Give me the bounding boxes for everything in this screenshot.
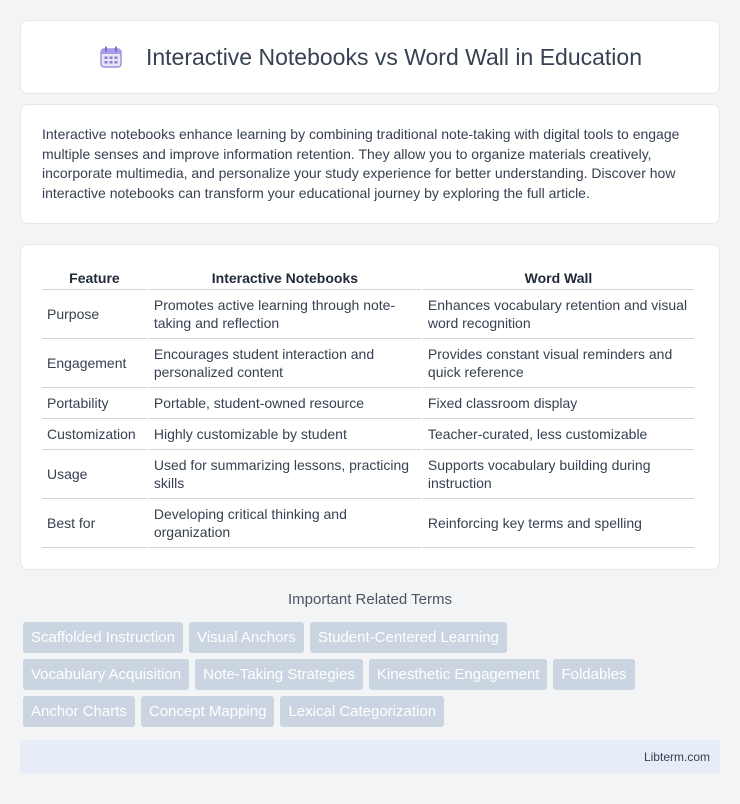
table-row xyxy=(42,450,694,499)
tag-lexical-categorization[interactable]: Lexical Categorization xyxy=(280,696,444,727)
table-row xyxy=(42,388,694,419)
table-cell: Purpose xyxy=(42,290,147,339)
comparison-table xyxy=(40,266,696,548)
related-terms-title: Important Related Terms xyxy=(288,591,452,608)
table-cell: Encourages student interaction and personalized content xyxy=(149,339,421,388)
column-header: Feature xyxy=(42,266,147,290)
table-cell: Reinforcing key terms and spelling xyxy=(423,499,694,548)
table-cell: Fixed classroom display xyxy=(423,388,694,419)
intro-text: Interactive notebooks enhance learning by combining traditional note-taking with digital tools to engage multiple senses and improve information retention. They allow you to organize materials creatively, incorporate multimedia, and personalize your study experience for better understanding. Discover how interactive notebooks can transform your educational journey by exploring the full article. xyxy=(42,126,680,201)
tag-vocabulary-acquisition[interactable]: Vocabulary Acquisition xyxy=(23,659,189,690)
table-cell: Portability xyxy=(42,388,147,419)
tag-row xyxy=(23,622,723,653)
table-row xyxy=(42,290,694,339)
table-cell: Portable, student-owned resource xyxy=(149,388,421,419)
page-title: Interactive Notebooks vs Word Wall in Education xyxy=(145,43,642,70)
tag-foldables[interactable]: Foldables xyxy=(553,659,634,690)
table-cell: Teacher-curated, less customizable xyxy=(423,419,694,450)
table-cell: Developing critical thinking and organization xyxy=(149,499,421,548)
header-card xyxy=(20,20,720,94)
footer xyxy=(20,740,720,774)
column-header: Interactive Notebooks xyxy=(149,266,421,290)
table-cell: Used for summarizing lessons, practicing skills xyxy=(149,450,421,499)
tag-concept-mapping[interactable]: Concept Mapping xyxy=(141,696,275,727)
table-row xyxy=(42,499,694,548)
table-cell: Usage xyxy=(42,450,147,499)
tag-kinesthetic-engagement[interactable]: Kinesthetic Engagement xyxy=(369,659,548,690)
table-cell: Provides constant visual reminders and quick reference xyxy=(423,339,694,388)
table-row xyxy=(42,339,694,388)
tag-visual-anchors[interactable]: Visual Anchors xyxy=(189,622,304,653)
intro-card xyxy=(20,104,720,224)
table-cell: Customization xyxy=(42,419,147,450)
calendar-icon xyxy=(98,44,124,70)
table-cell: Highly customizable by student xyxy=(149,419,421,450)
related-terms-tags xyxy=(23,622,723,733)
column-header: Word Wall xyxy=(423,266,694,290)
table-cell: Engagement xyxy=(42,339,147,388)
table-row xyxy=(42,419,694,450)
table-cell: Promotes active learning through note-taking and reflection xyxy=(149,290,421,339)
tag-row xyxy=(23,696,723,727)
table-cell: Supports vocabulary building during instruction xyxy=(423,450,694,499)
tag-note-taking-strategies[interactable]: Note-Taking Strategies xyxy=(195,659,363,690)
table-cell: Enhances vocabulary retention and visual word recognition xyxy=(423,290,694,339)
table-cell: Best for xyxy=(42,499,147,548)
tag-student-centered-learning[interactable]: Student-Centered Learning xyxy=(310,622,507,653)
table-header-row xyxy=(42,266,694,290)
tag-scaffolded-instruction[interactable]: Scaffolded Instruction xyxy=(23,622,183,653)
tag-anchor-charts[interactable]: Anchor Charts xyxy=(23,696,135,727)
tag-row xyxy=(23,659,723,690)
comparison-card xyxy=(20,244,720,570)
footer-link[interactable]: Libterm.com xyxy=(643,750,710,764)
